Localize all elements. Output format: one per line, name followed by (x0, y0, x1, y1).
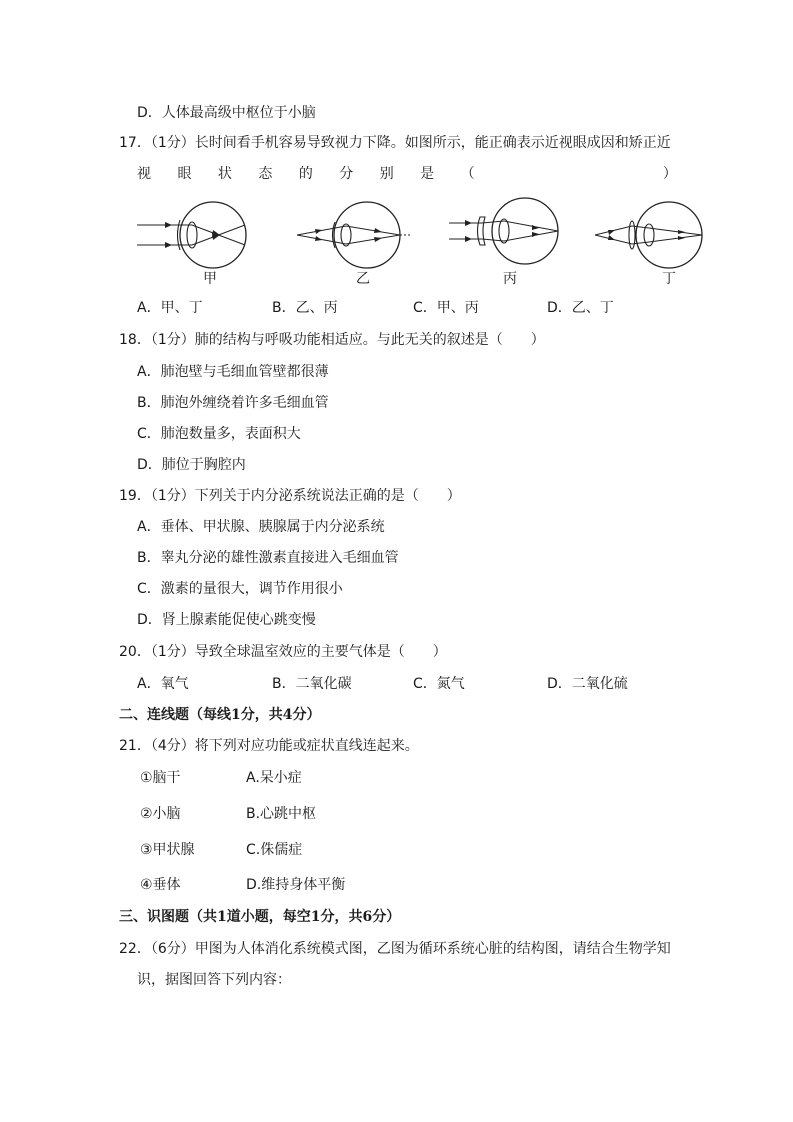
q20-option-a: A．氧气 (137, 676, 189, 692)
q17-option-d: D．乙、丁 (547, 300, 614, 316)
eye-diagram-ding (593, 195, 713, 275)
section-heading-diagram: 三、识图题（共1道小题，每空1分，共6分） (119, 909, 401, 925)
q21-left-item: ③甲状腺 (140, 842, 195, 858)
q17-option-c: C．甲、丙 (413, 300, 479, 316)
q21-right-item: B.心跳中枢 (246, 806, 317, 822)
q17-stem-char: 态 (258, 166, 273, 182)
q20-stem: 20．（1分）导致全球温室效应的主要气体是（ ） (119, 644, 447, 660)
q18-option-b: B．肺泡外缠绕着许多毛细血管 (137, 395, 329, 411)
q18-option-d: D．肺位于胸腔内 (137, 457, 246, 473)
q16-option-d: D．人体最高级中枢位于小脑 (137, 105, 316, 121)
q21-left-item: ①脑干 (140, 770, 181, 786)
q18-option-c: C．肺泡数量多，表面积大 (137, 426, 301, 442)
q17-stem-line2 (137, 164, 677, 184)
section-heading-matching: 二、连线题（每线1分，共4分） (119, 707, 321, 723)
q21-right-item: D.维持身体平衡 (246, 877, 346, 893)
eye-diagram-yi (295, 195, 415, 275)
figure-label-jia: 甲 (203, 271, 217, 287)
q17-stem-char: 分 (339, 166, 354, 182)
q21-left-item: ④垂体 (140, 877, 181, 893)
q17-stem-char: （ (460, 166, 475, 182)
figure-label-bing: 丙 (503, 271, 517, 287)
q22-stem-line1: 22．（6分）甲图为人体消化系统模式图，乙图为循环系统心脏的结构图，请结合生物学知 (119, 941, 671, 957)
q17-stem-char: 别 (379, 166, 394, 182)
figure-label-ding: 丁 (662, 271, 676, 287)
q17-stem-char (501, 164, 515, 184)
eye-diagram-jia (135, 195, 255, 275)
q17-stem-char: 眼 (177, 166, 192, 182)
q17-option-b: B．乙、丙 (272, 300, 338, 316)
q20-option-c: C．氮气 (413, 676, 465, 692)
figure-label-yi: 乙 (356, 271, 370, 287)
q22-stem-line2: 识，据图回答下列内容： (137, 972, 291, 988)
eye-diagram-bing (447, 195, 567, 275)
q17-stem-char: 是 (420, 166, 435, 182)
q19-option-d: D．肾上腺素能促使心跳变慢 (137, 612, 316, 628)
q17-stem-char (542, 164, 556, 184)
q20-option-b: B．二氧化碳 (272, 676, 352, 692)
q17-stem-char: 的 (298, 166, 313, 182)
q17-stem-line1: 17．（1分）长时间看手机容易导致视力下降。如图所示，能正确表示近视眼成因和矫正近 (119, 135, 671, 151)
q17-stem-char: 视 (137, 166, 151, 182)
q21-right-item: C.侏儒症 (246, 842, 303, 858)
q17-stem-char (582, 164, 596, 184)
q21-left-item: ②小脑 (140, 806, 181, 822)
q19-option-b: B．睾丸分泌的雄性激素直接进入毛细血管 (137, 550, 399, 566)
q18-stem: 18．（1分）肺的结构与呼吸功能相适应。与此无关的叙述是（ ） (119, 332, 545, 348)
q19-stem: 19．（1分）下列关于内分泌系统说法正确的是（ ） (119, 488, 461, 504)
q21-stem: 21．（4分）将下列对应功能或症状直线连起来。 (119, 738, 419, 754)
q17-stem-char (622, 164, 636, 184)
q17-stem-char: 状 (217, 166, 232, 182)
q18-option-a: A．肺泡壁与毛细血管壁都很薄 (137, 364, 329, 380)
q21-right-item: A.呆小症 (246, 770, 302, 786)
q20-option-d: D．二氧化硫 (547, 676, 628, 692)
q17-option-a: A．甲、丁 (137, 300, 203, 316)
q17-stem-char: ） (662, 166, 677, 182)
q19-option-a: A．垂体、甲状腺、胰腺属于内分泌系统 (137, 519, 385, 535)
q19-option-c: C．激素的量很大，调节作用很小 (137, 581, 343, 597)
